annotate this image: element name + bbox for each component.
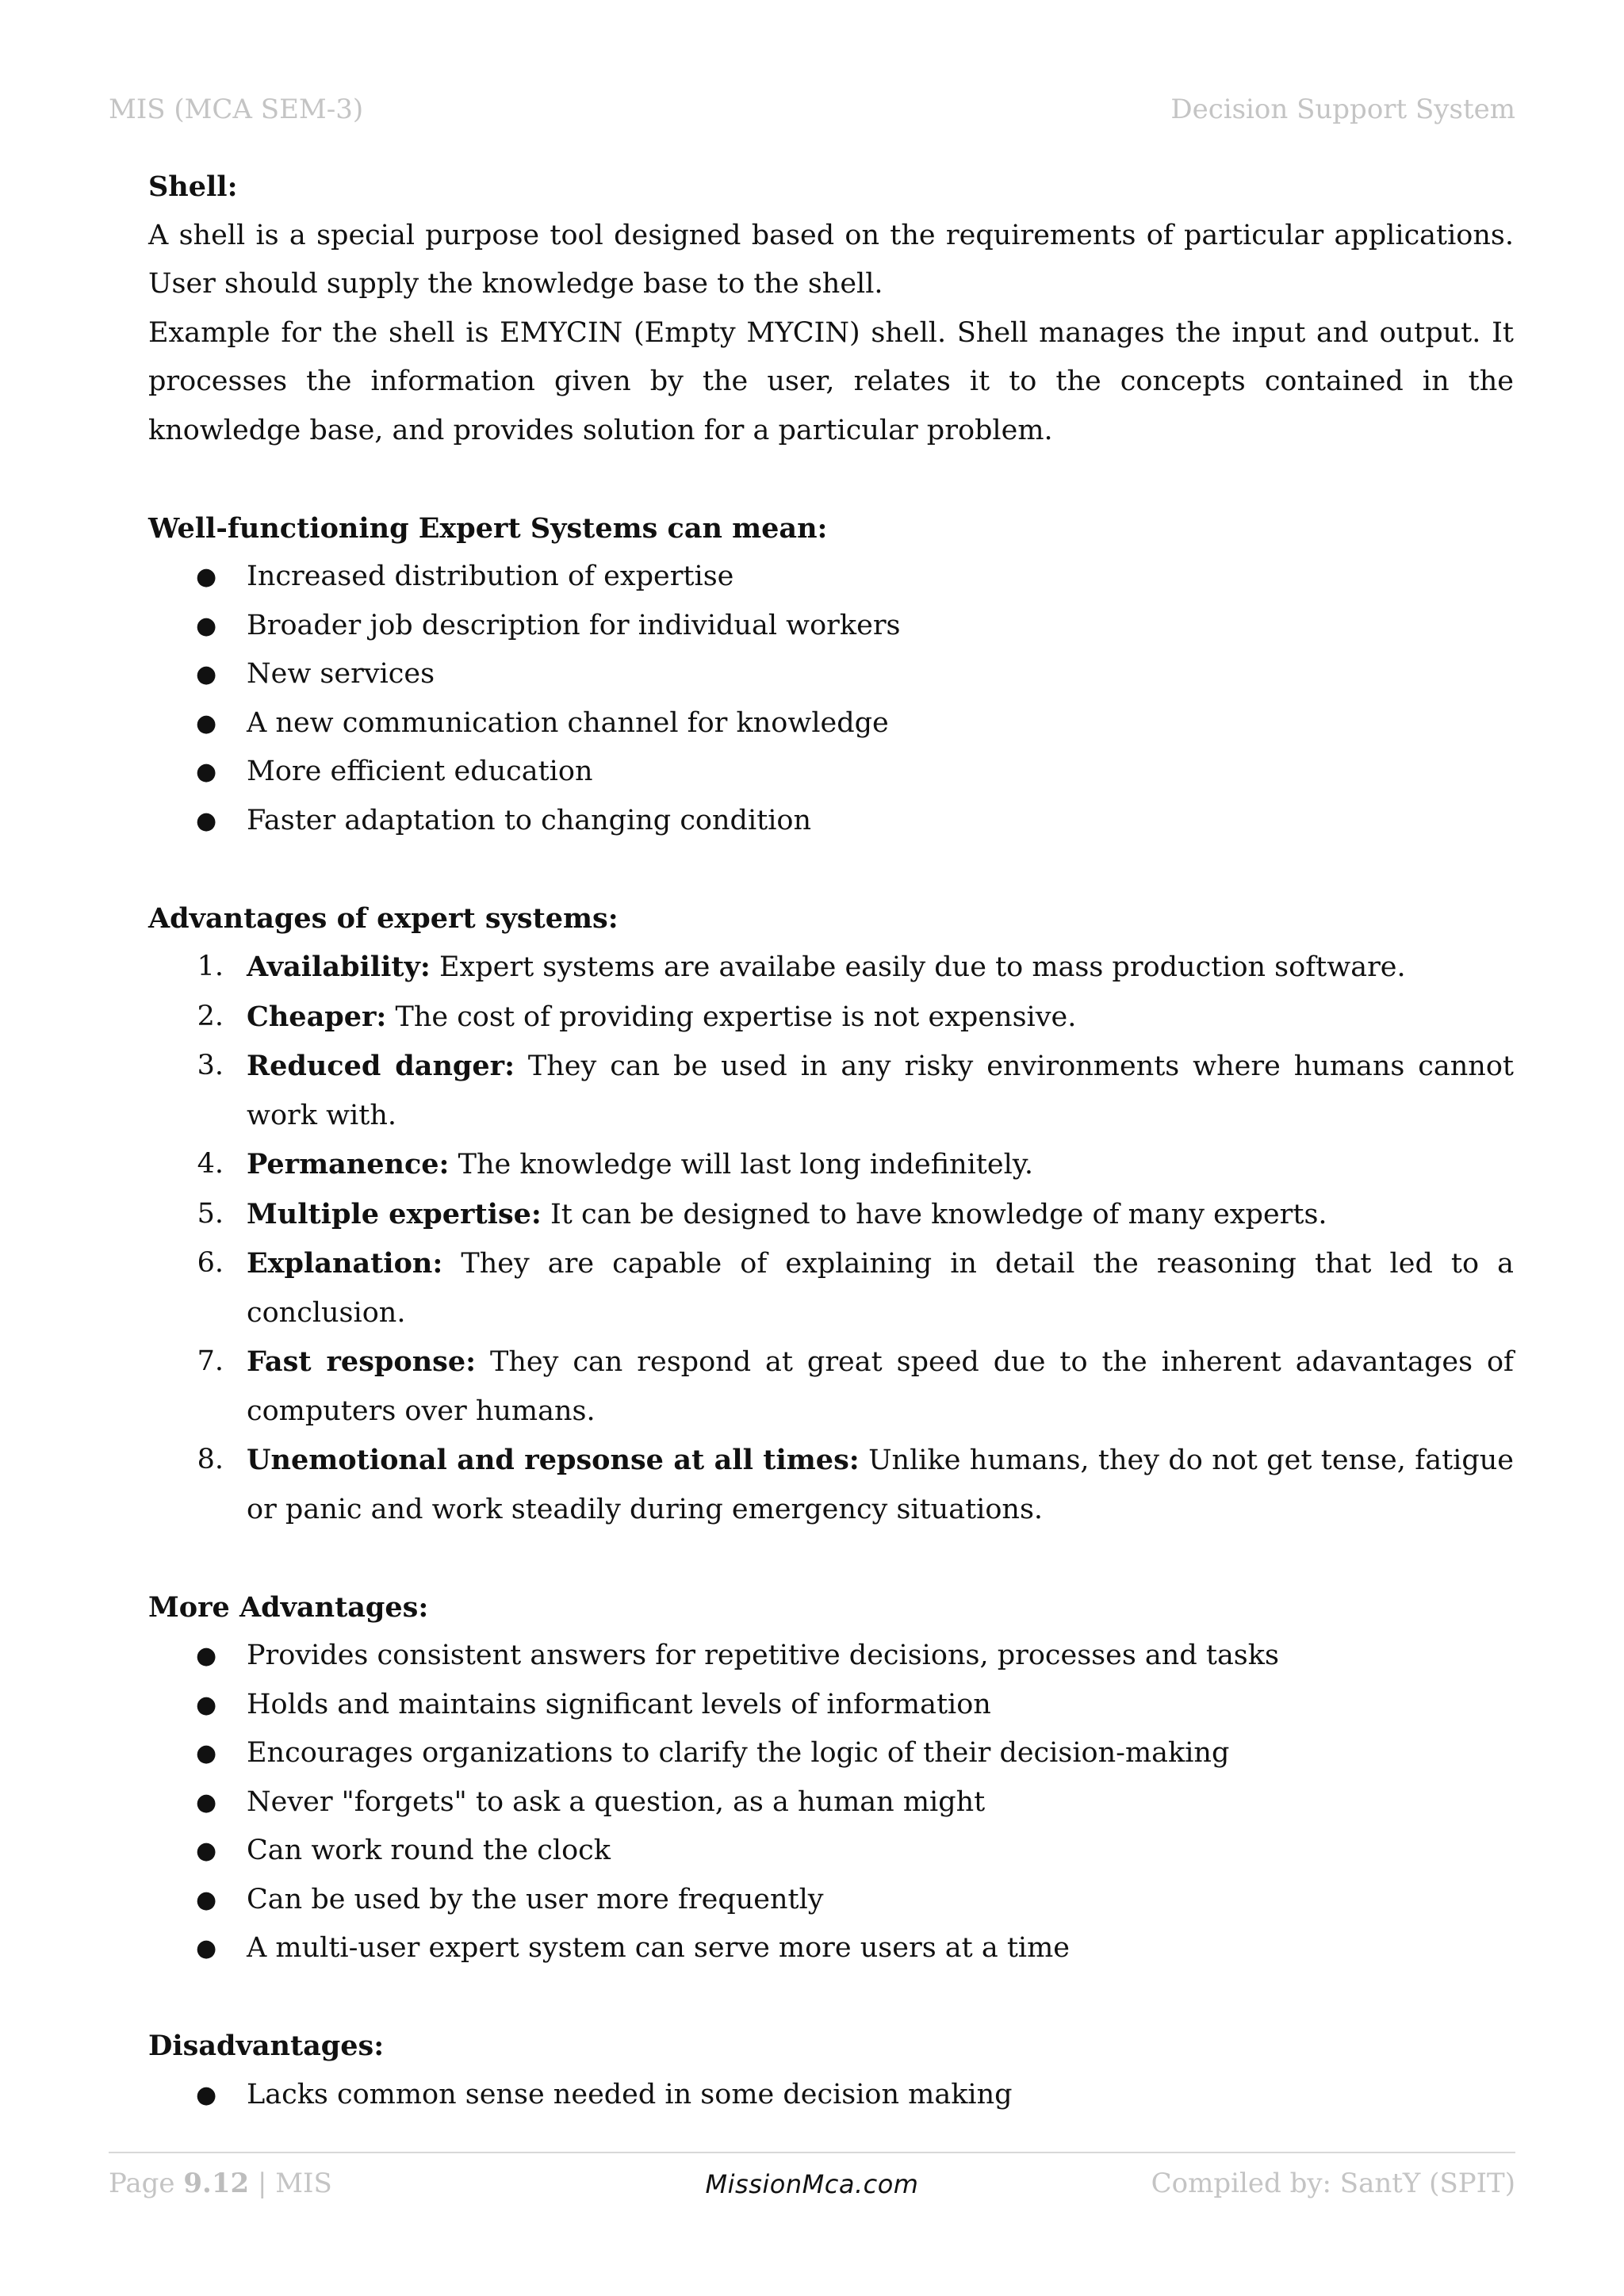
more-advantages-section <box>148 1583 1514 1973</box>
list-item: 1. Availability: Expert systems are availabe easily due to mass production software. <box>197 951 1406 983</box>
bullet-dot-icon: ● <box>196 1739 217 1767</box>
footer-divider <box>109 2152 1515 2153</box>
bullet-dot-icon: ● <box>196 2080 217 2109</box>
list-item: ● New services <box>148 650 1514 699</box>
bullet-dot-icon: ● <box>196 1934 217 1962</box>
list-item: 7. Fast response: They can respond at great speed due to the inherent adavantages of computers over humans. <box>197 1345 1514 1427</box>
footer-page-info: Page 9.12 | MIS <box>109 2168 332 2199</box>
list-item: ● Holds and maintains significant levels of information <box>148 1681 1514 1730</box>
more-advantages-list <box>148 1632 1514 1973</box>
page-number: 9.12 <box>183 2168 250 2199</box>
bullet-dot-icon: ● <box>196 758 217 786</box>
list-item: ● Increased distribution of expertise <box>148 553 1514 602</box>
list-item: ● Lacks common sense needed in some decision making <box>148 2071 1514 2120</box>
list-item: ● Never "forgets" to ask a question, as a human might <box>148 1778 1514 1827</box>
page-content <box>148 163 1514 2119</box>
shell-section <box>148 163 1514 455</box>
list-item: ● More efficient education <box>148 748 1514 797</box>
list-item: ● Provides consistent answers for repetitive decisions, processes and tasks <box>148 1632 1514 1681</box>
list-item: ● A multi-user expert system can serve more users at a time <box>148 1924 1514 1973</box>
bullet-dot-icon: ● <box>196 660 217 688</box>
list-item: ● Can work round the clock <box>148 1827 1514 1876</box>
bullet-dot-icon: ● <box>196 1885 217 1914</box>
well-functioning-section <box>148 504 1514 846</box>
disadvantages-list <box>148 2071 1514 2120</box>
shell-paragraph-1: A shell is a special purpose tool designed based on the requirements of particular applications. User should supply the knowledge base to the shell. <box>148 219 1514 300</box>
bullet-dot-icon: ● <box>196 709 217 737</box>
list-item: 4. Permanence: The knowledge will last long indefinitely. <box>197 1148 1034 1181</box>
well-functioning-heading: Well-functioning Expert Systems can mean: <box>148 511 828 545</box>
advantages-section <box>148 894 1514 1535</box>
disadvantages-heading: Disadvantages: <box>148 2030 385 2062</box>
list-item: 2. Cheaper: The cost of providing expertise is not expensive. <box>197 1000 1077 1033</box>
list-item: 3. Reduced danger: They can be used in any risky environments where humans cannot work with. <box>197 1050 1514 1131</box>
bullet-dot-icon: ● <box>196 1690 217 1719</box>
site-logo: MissionMca.com <box>705 2169 919 2199</box>
list-item: ● Faster adaptation to changing condition <box>148 797 1514 846</box>
list-item: 6. Explanation: They are capable of explaining in detail the reasoning that led to a conclusion. <box>197 1247 1514 1329</box>
shell-heading: Shell: <box>148 170 238 203</box>
disadvantages-section <box>148 2022 1514 2119</box>
list-item: 8. Unemotional and repsonse at all times: Unlike humans, they do not get tense, fatigue or panic and work steadily during emergency situations. <box>197 1444 1514 1525</box>
page-footer <box>109 2168 1515 2215</box>
bullet-dot-icon: ● <box>196 1837 217 1865</box>
footer-compiler: Compiled by: SantY (SPIT) <box>1151 2168 1515 2199</box>
list-item: ● A new communication channel for knowledge <box>148 699 1514 748</box>
list-item: ● Encourages organizations to clarify the logic of their decision-making <box>148 1729 1514 1778</box>
bullet-dot-icon: ● <box>196 611 217 640</box>
bullet-dot-icon: ● <box>196 806 217 835</box>
well-functioning-list <box>148 553 1514 845</box>
page-header <box>109 94 1515 133</box>
advantages-list <box>148 943 1514 1534</box>
bullet-dot-icon: ● <box>196 563 217 591</box>
list-item: ● Broader job description for individual workers <box>148 602 1514 651</box>
advantages-heading: Advantages of expert systems: <box>148 901 619 935</box>
list-item: ● Can be used by the user more frequently <box>148 1876 1514 1925</box>
more-advantages-heading: More Advantages: <box>148 1590 429 1624</box>
list-item: 5. Multiple expertise: It can be designed to have knowledge of many experts. <box>197 1197 1327 1230</box>
bullet-dot-icon: ● <box>196 1788 217 1816</box>
header-chapter: Decision Support System <box>1170 94 1515 125</box>
bullet-dot-icon: ● <box>196 1642 217 1670</box>
header-course: MIS (MCA SEM-3) <box>109 94 364 125</box>
shell-paragraph-2: Example for the shell is EMYCIN (Empty MYCIN) shell. Shell manages the input and output. It processes the information given by the user, relates it to the concepts contained in the knowledge base, and provides solution for a particular problem. <box>148 316 1514 446</box>
